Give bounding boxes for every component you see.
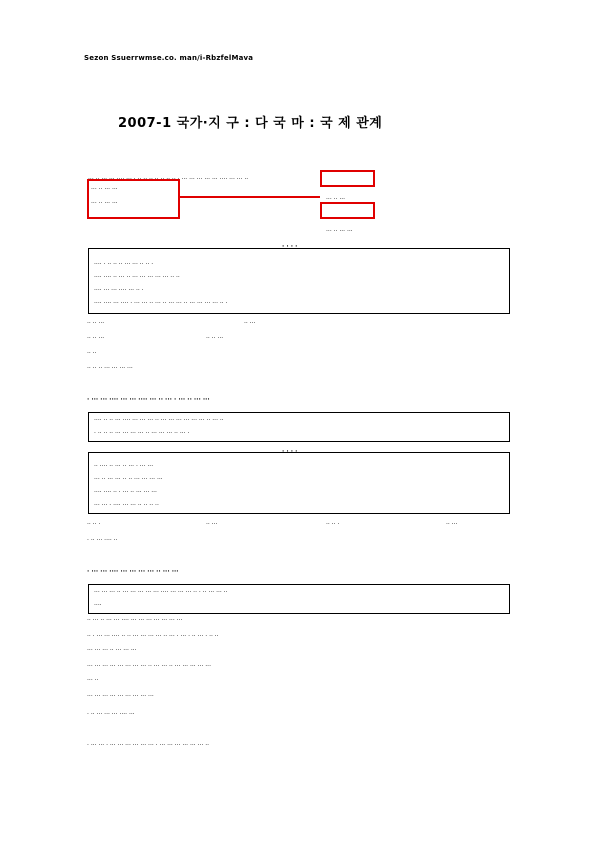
intro-right-1: ··· ·· ··· — [326, 196, 346, 203]
intro-line-3: ··· ·· ··· ··· — [91, 200, 118, 207]
box3-heading: · · · · — [282, 448, 298, 455]
section3-line-2: ·· · ··· ··· ···· ·· ·· ··· ··· ··· ··· ·· ··· · ··· · ·· ··· · ·· ·· — [87, 633, 219, 640]
list1-row1-a: ·· ·· ··· — [87, 320, 105, 327]
footer-line: · ··· ··· · ··· ··· ··· ··· ··· ··· · ··· ··· ··· ··· ··· ··· ·· — [87, 742, 210, 749]
box4-line-2: ···· — [94, 602, 102, 609]
intro-right-2: ··· ·· ··· ··· — [326, 228, 353, 235]
box3-line-2: ··· ·· ··· ··· ·· ·· ··· ··· ··· ··· — [94, 476, 163, 483]
box2-line-2: · ·· ·· ·· ··· ··· ··· ··· ·· ··· ··· ··· ·· ··· · — [94, 430, 190, 437]
page-header: Sezon Ssuerrwmse.co. man/i-RbzfelMava — [84, 54, 254, 62]
box1-line-3: ···· ··· ··· ···· ··· ·· · — [94, 287, 144, 294]
section2-heading: · ··· ··· ···· ··· ··· ···· ··· ·· ··· · ··· ·· ··· ··· — [87, 396, 210, 403]
box3-line-1: ·· ···· ·· ··· ·· ··· · ··· ··· — [94, 463, 154, 470]
box1-line-4: ···· ···· ··· ···· · ··· ··· ·· ··· ·· ··· ··· ·· ··· ··· ··· ··· ·· · — [94, 300, 228, 307]
section3-line-3: ··· ··· ··· ·· ··· ··· ··· — [87, 647, 137, 654]
box2-line-1: ···· ·· ·· ··· ···· ··· ··· ··· ·· ··· ··· ··· ··· ··· ··· ·· ··· ·· — [94, 417, 224, 424]
section2-row-c: ·· ·· · — [326, 521, 340, 528]
box1-line-1: ···· · ·· ·· ·· ··· ··· ·· ·· · — [94, 261, 154, 268]
section2-line-after: · ·· ··· ···· ·· — [87, 537, 118, 544]
section2-row-a: ·· ·· · — [87, 521, 101, 528]
list1-line-4: ·· ·· ·· ··· ··· ··· ··· — [87, 365, 133, 372]
highlight-box-bottom — [320, 202, 375, 219]
document-title: 2007-1 국가·지 구 : 다 국 마 : 국 제 관계 — [118, 116, 383, 131]
section3-line-6: ··· ··· ··· ··· ··· ··· ··· ··· ··· — [87, 693, 154, 700]
box4-line-1: ··· ··· ··· ·· ··· ··· ··· ··· ··· ···· ··· ··· ··· ·· · ·· ··· ··· ·· — [94, 589, 228, 596]
highlight-box-top — [320, 170, 375, 187]
box1-line-2: ···· ···· ·· ··· ·· ··· ··· ··· ··· ··· ·· ·· — [94, 274, 180, 281]
intro-line-2: ··· ·· ··· ··· — [91, 186, 118, 193]
intro-line-1: ··· ·· ··· ··· ···· ··· · ·· ·· ·· ·· ·· ·· ·· · ··· ··· ··· ··· ··· ···· ··· ··· ·· — [88, 176, 249, 183]
list1-row2-a: ·· ·· ··· — [87, 335, 105, 342]
box3-line-4: ··· ··· · ···· ··· ··· ·· ·· ·· ·· — [94, 502, 159, 509]
list1-row1-b: ·· ··· — [244, 320, 256, 327]
box3-line-3: ···· ···· ·· · ··· ·· ··· ··· ··· — [94, 489, 157, 496]
section3-line-7: · ·· ··· ··· ··· ···· ··· — [87, 711, 135, 718]
highlight-box-left — [87, 179, 180, 219]
list1-row2-b: ·· ·· ··· — [206, 335, 224, 342]
section3-line-1: ·· ··· ·· ··· ··· ···· ··· ··· ··· ··· ··· ··· ··· — [87, 617, 183, 624]
section3-heading: · ··· ··· ···· ··· ··· ··· ··· ·· ··· ··· — [87, 568, 179, 575]
highlight-connector — [180, 196, 320, 198]
section2-row-d: ·· ··· — [446, 521, 458, 528]
section2-row-b: ·· ··· — [206, 521, 218, 528]
section3-line-5: ··· ·· — [87, 677, 99, 684]
list1-line-3: ·· ·· — [87, 350, 97, 357]
box1-heading: · · · · — [282, 243, 298, 250]
section3-line-4: ··· ··· ··· ··· ··· ··· ··· ··· ·· ··· ··· ·· ··· ··· ··· ··· ··· — [87, 663, 211, 670]
